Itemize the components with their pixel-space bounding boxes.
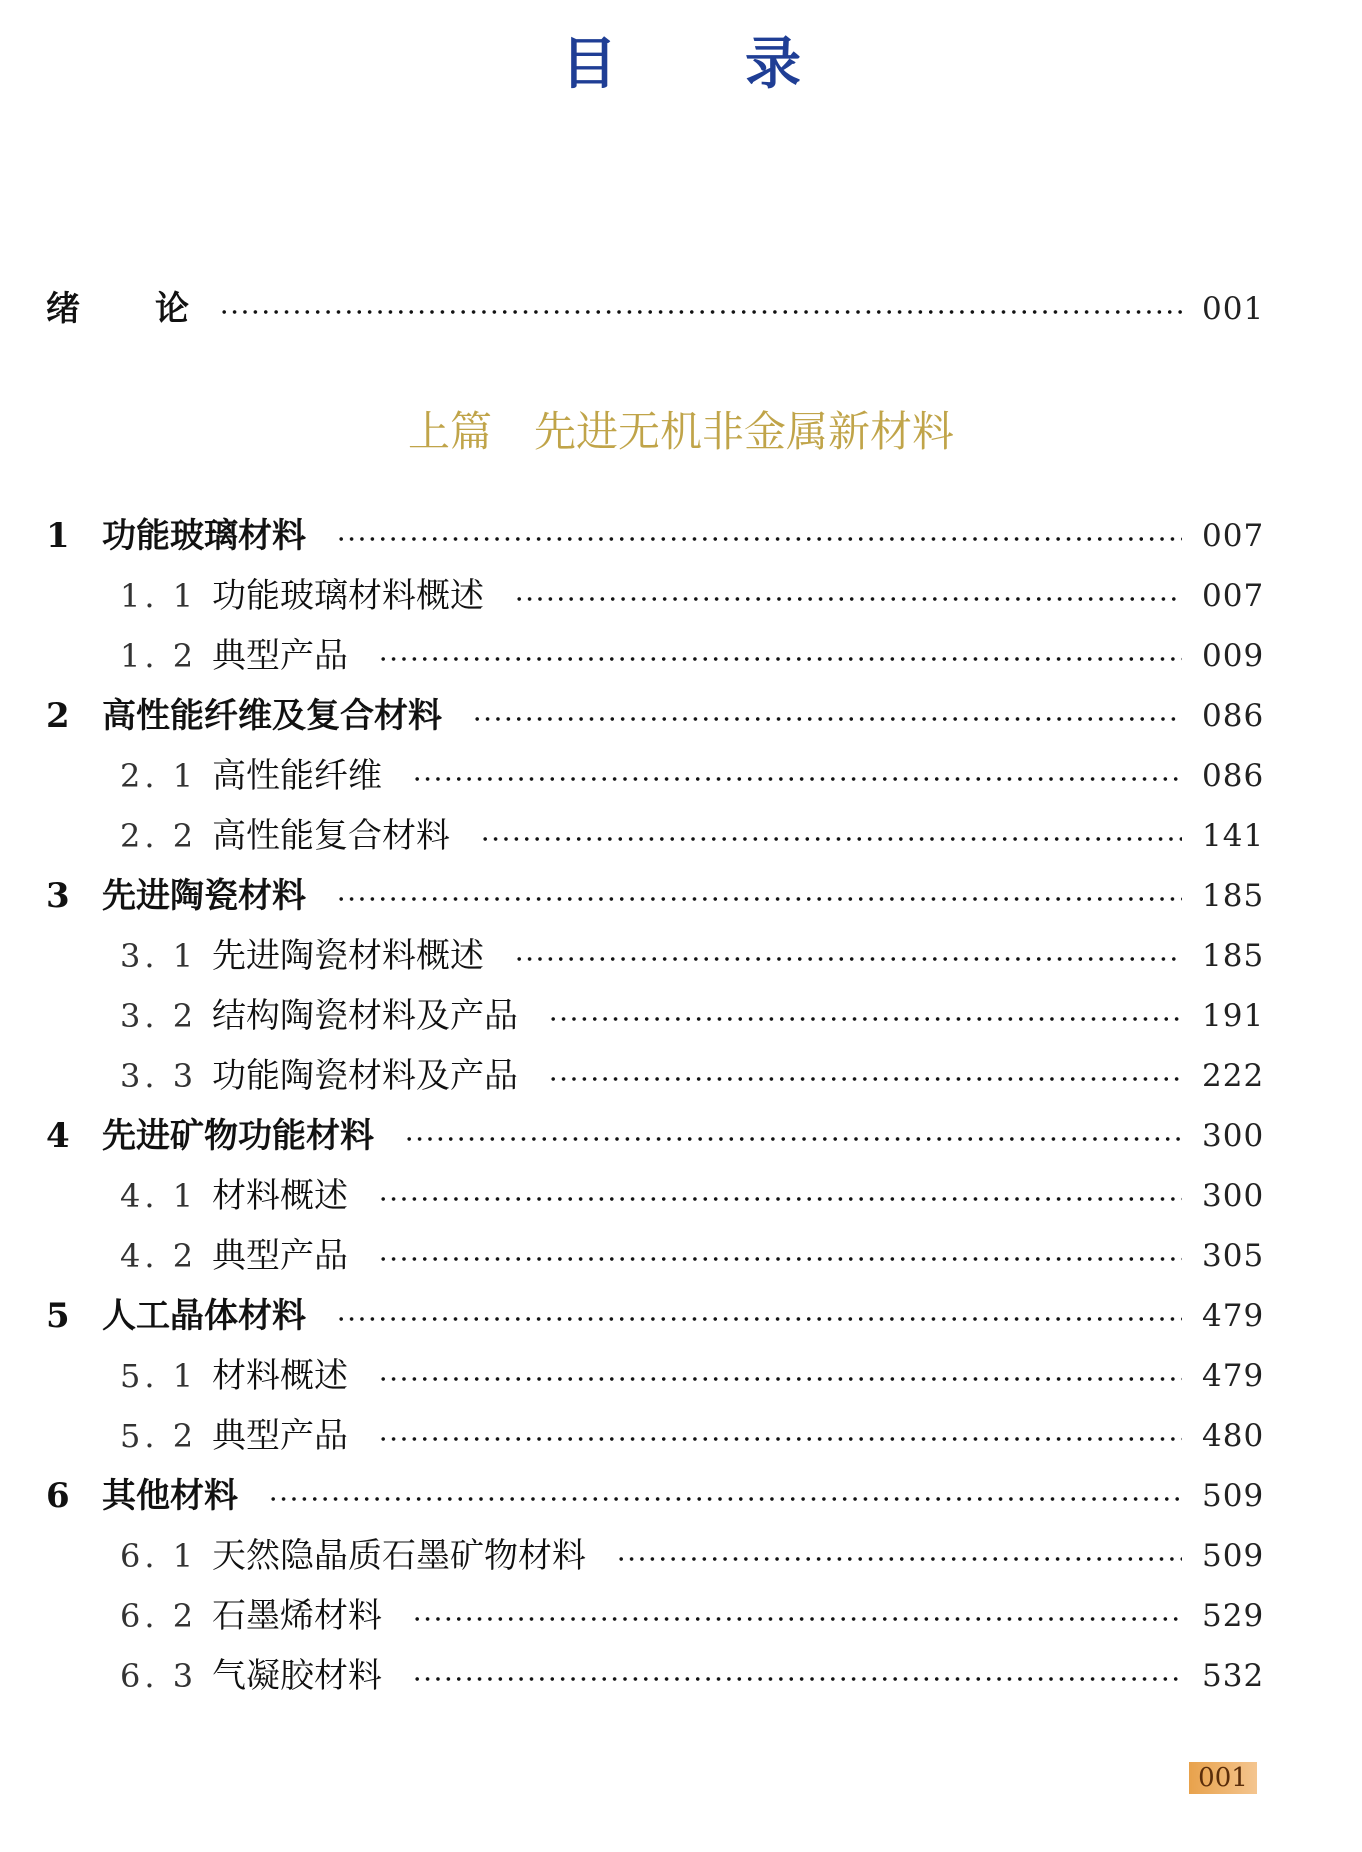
section-number: 3. 2	[120, 997, 198, 1035]
part-title: 先进无机非金属新材料	[534, 407, 955, 456]
chapter-number: 6	[46, 1476, 70, 1516]
dot-leader	[412, 1617, 1182, 1621]
dot-leader	[412, 1677, 1182, 1681]
dot-leader	[378, 1377, 1182, 1381]
page-number: 007	[1202, 578, 1265, 614]
dot-leader	[548, 1017, 1182, 1021]
toc-section[interactable]	[120, 1351, 1265, 1401]
page-number: 001	[1202, 291, 1265, 327]
page-number: 191	[1202, 998, 1265, 1034]
toc-chapter[interactable]	[46, 1471, 1265, 1521]
dot-leader	[404, 1137, 1182, 1141]
section-title: 典型产品	[212, 1236, 348, 1276]
chapter-title: 先进矿物功能材料	[102, 1116, 374, 1156]
section-number: 5. 2	[120, 1417, 198, 1455]
page-number: 532	[1202, 1658, 1265, 1694]
page-title-char-2: 录	[745, 32, 801, 97]
page-number: 300	[1202, 1118, 1265, 1154]
page-number: 086	[1202, 698, 1265, 734]
chapter-number: 2	[46, 696, 70, 736]
toc-chapter[interactable]	[46, 691, 1265, 741]
chapter-number: 5	[46, 1296, 70, 1336]
chapter-title: 其他材料	[102, 1476, 238, 1516]
chapter-number: 3	[46, 876, 70, 916]
dot-leader	[378, 1437, 1182, 1441]
section-number: 4. 1	[120, 1177, 198, 1215]
toc-section[interactable]	[120, 1231, 1265, 1281]
part-label: 上篇	[407, 407, 492, 456]
section-number: 3. 1	[120, 937, 198, 975]
page-number: 480	[1202, 1418, 1265, 1454]
toc-chapter[interactable]	[46, 511, 1265, 561]
toc-section[interactable]	[120, 1411, 1265, 1461]
section-title: 天然隐晶质石墨矿物材料	[212, 1536, 586, 1576]
page-number: 479	[1202, 1298, 1265, 1334]
chapter-number: 4	[46, 1116, 70, 1156]
chapter-title: 功能玻璃材料	[102, 516, 306, 556]
dot-leader	[219, 310, 1182, 314]
part-heading	[0, 402, 1362, 462]
chapter-title: 人工晶体材料	[102, 1296, 306, 1336]
dot-leader	[378, 1257, 1182, 1261]
toc-section[interactable]	[120, 1051, 1265, 1101]
toc-section[interactable]	[120, 991, 1265, 1041]
page-number: 305	[1202, 1238, 1265, 1274]
dot-leader	[336, 537, 1182, 541]
toc-section[interactable]	[120, 1171, 1265, 1221]
section-number: 5. 1	[120, 1357, 198, 1395]
section-title: 高性能复合材料	[212, 816, 450, 856]
dot-leader	[378, 1197, 1182, 1201]
page-number: 222	[1202, 1058, 1265, 1094]
toc-section[interactable]	[120, 1651, 1265, 1701]
section-title: 气凝胶材料	[212, 1656, 382, 1696]
toc-entry-intro[interactable]	[46, 284, 1265, 334]
toc-chapter[interactable]	[46, 1111, 1265, 1161]
section-number: 4. 2	[120, 1237, 198, 1275]
page-number: 479	[1202, 1358, 1265, 1394]
section-title: 先进陶瓷材料概述	[212, 936, 484, 976]
page-number: 300	[1202, 1178, 1265, 1214]
toc-section[interactable]	[120, 1591, 1265, 1641]
dot-leader	[514, 957, 1182, 961]
section-title: 材料概述	[212, 1356, 348, 1396]
section-number: 2. 2	[120, 817, 198, 855]
section-title: 典型产品	[212, 1416, 348, 1456]
dot-leader	[480, 837, 1182, 841]
intro-label-char-2: 论	[155, 289, 189, 329]
section-title: 石墨烯材料	[212, 1596, 382, 1636]
dot-leader	[268, 1497, 1182, 1501]
folio-page-number: 001	[1189, 1762, 1257, 1794]
toc-section[interactable]	[120, 1531, 1265, 1581]
dot-leader	[514, 597, 1182, 601]
chapter-title: 先进陶瓷材料	[102, 876, 306, 916]
page-number: 141	[1202, 818, 1265, 854]
section-title: 结构陶瓷材料及产品	[212, 996, 518, 1036]
page-number: 007	[1202, 518, 1265, 554]
toc-section[interactable]	[120, 571, 1265, 621]
page-number: 185	[1202, 938, 1265, 974]
page-number: 509	[1202, 1538, 1265, 1574]
page-number: 185	[1202, 878, 1265, 914]
page-number: 529	[1202, 1598, 1265, 1634]
section-number: 6. 3	[120, 1657, 198, 1695]
dot-leader	[412, 777, 1182, 781]
dot-leader	[472, 717, 1182, 721]
page-number: 009	[1202, 638, 1265, 674]
toc-chapter[interactable]	[46, 1291, 1265, 1341]
section-number: 1. 1	[120, 577, 198, 615]
dot-leader	[616, 1557, 1182, 1561]
toc-chapter[interactable]	[46, 871, 1265, 921]
section-title: 功能陶瓷材料及产品	[212, 1056, 518, 1096]
page-title-char-1: 目	[561, 32, 617, 97]
chapter-title: 高性能纤维及复合材料	[102, 696, 442, 736]
page-number: 086	[1202, 758, 1265, 794]
section-number: 1. 2	[120, 637, 198, 675]
toc-section[interactable]	[120, 751, 1265, 801]
section-number: 2. 1	[120, 757, 198, 795]
dot-leader	[378, 657, 1182, 661]
chapter-number: 1	[46, 516, 70, 556]
section-number: 3. 3	[120, 1057, 198, 1095]
dot-leader	[548, 1077, 1182, 1081]
intro-label-char-1: 绪	[46, 289, 80, 329]
section-title: 典型产品	[212, 636, 348, 676]
toc-section[interactable]	[120, 631, 1265, 681]
section-title: 高性能纤维	[212, 756, 382, 796]
section-title: 材料概述	[212, 1176, 348, 1216]
section-number: 6. 2	[120, 1597, 198, 1635]
page-number: 509	[1202, 1478, 1265, 1514]
section-title: 功能玻璃材料概述	[212, 576, 484, 616]
page-title	[0, 30, 1362, 100]
dot-leader	[336, 897, 1182, 901]
section-number: 6. 1	[120, 1537, 198, 1575]
toc-section[interactable]	[120, 811, 1265, 861]
dot-leader	[336, 1317, 1182, 1321]
toc-section[interactable]	[120, 931, 1265, 981]
